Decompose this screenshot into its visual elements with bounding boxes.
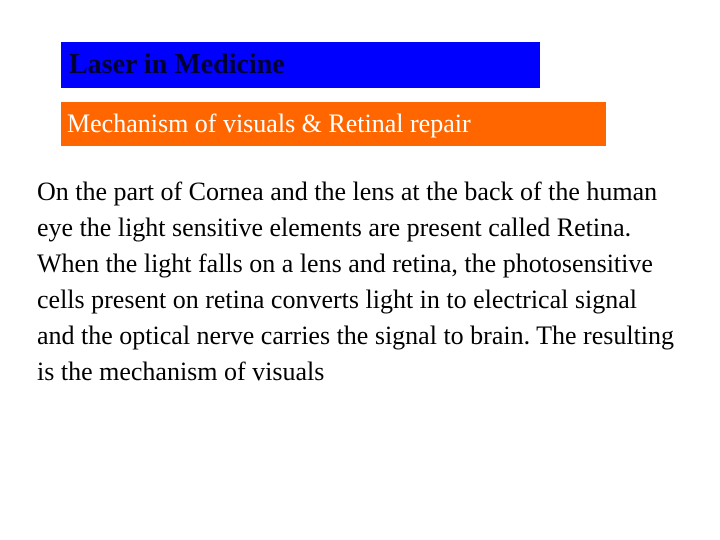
slide-title-banner	[61, 42, 540, 88]
slide-subtitle: Mechanism of visuals & Retinal repair	[67, 109, 471, 138]
slide-subtitle-banner	[61, 102, 606, 146]
slide-body-paragraph: On the part of Cornea and the lens at the back of the human eye the light sensitive elements are present called Retina. When the light falls on a lens and retina, the photosensitive cells present on retina converts light in to electrical signal and the optical nerve carries the signal to brain. The resulting is the mechanism of visuals	[37, 177, 675, 386]
slide-title: Laser in Medicine	[69, 49, 285, 80]
